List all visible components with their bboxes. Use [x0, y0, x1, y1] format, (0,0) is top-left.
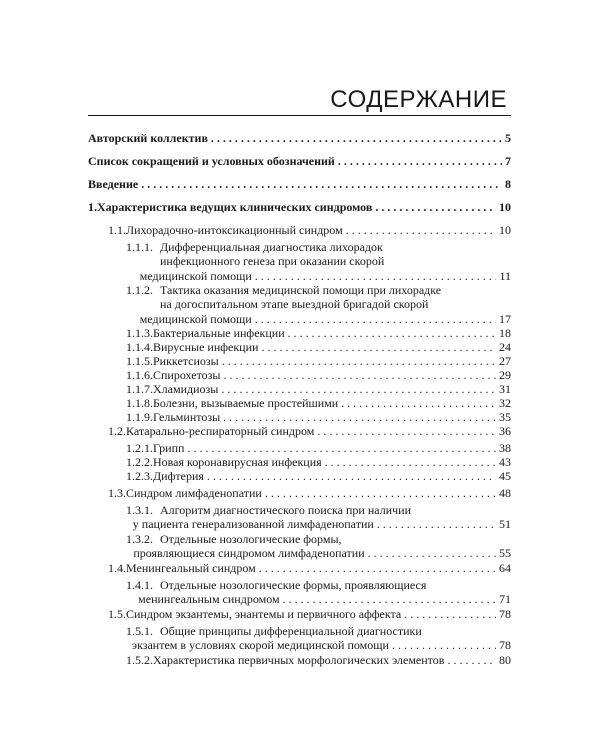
toc-leader-dots	[325, 455, 496, 469]
toc-entry-number: 1.1.	[108, 223, 126, 237]
toc-page-number: 8	[505, 177, 511, 191]
toc-entry-number: 1.1.7.	[126, 382, 153, 396]
toc-entry[interactable]	[108, 561, 511, 575]
toc-entry-title: Хламидиозы	[153, 382, 219, 396]
toc-entry-number: 1.1.3.	[126, 326, 153, 340]
toc-page-number: 11	[499, 268, 511, 283]
title-rule	[88, 115, 511, 116]
toc-entry[interactable]	[126, 503, 511, 532]
toc-entry-title: инфекционного генеза при оказании скорой	[160, 254, 385, 269]
toc-entry-title: Список сокращений и условных обозначений	[88, 154, 335, 168]
toc-leader-dots	[265, 486, 496, 500]
page-title: СОДЕРЖАНИЕ	[330, 86, 507, 113]
toc-entry-number: 1.1.4.	[126, 340, 153, 354]
toc-entry-number: 1.4.1.	[126, 578, 153, 592]
toc-leader-dots	[288, 326, 496, 340]
toc-entry-title: Дифференциальная диагностика лихорадок	[160, 240, 383, 254]
toc-entry-title: Катарально-респираторный синдром	[126, 424, 315, 438]
toc-page-number: 51	[499, 517, 511, 532]
toc-entry[interactable]	[126, 578, 511, 607]
toc-entry-number: 1.1.5.	[126, 354, 153, 368]
toc-entry[interactable]	[126, 326, 511, 340]
toc-leader-dots	[255, 269, 497, 283]
toc-page-number: 71	[499, 592, 511, 607]
toc-entry-title: экзантем в условиях скорой медицинской помощи	[131, 638, 389, 653]
toc-page-number: 78	[499, 607, 511, 621]
toc-leader-dots	[392, 638, 496, 652]
toc-entry-title: Спирохетозы	[153, 368, 221, 382]
toc-leader-dots	[368, 546, 496, 560]
toc-entry-title: Общие принципы дифференциальной диагностики	[160, 624, 422, 638]
toc-entry-title: Болезни, вызываемые простейшими	[153, 396, 339, 410]
toc-leader-dots	[447, 653, 496, 667]
toc-leader-dots	[222, 354, 496, 368]
toc-entry-number: 1.3.2.	[126, 532, 153, 546]
toc-entry[interactable]	[126, 382, 511, 396]
toc-entry-number: 1.	[88, 200, 97, 214]
toc-leader-dots	[223, 368, 496, 382]
toc-entry-number: 1.5.1.	[126, 624, 153, 638]
toc-page-number: 31	[499, 382, 511, 396]
toc-leader-dots	[221, 382, 496, 396]
toc-page-number: 7	[505, 154, 511, 168]
toc-entry[interactable]	[126, 469, 511, 483]
toc-leader-dots	[338, 154, 502, 168]
toc-leader-dots	[261, 340, 496, 354]
toc-entry[interactable]	[126, 240, 511, 283]
toc-entry-number: 1.1.2.	[126, 283, 153, 297]
toc-entry[interactable]	[108, 486, 511, 500]
toc-leader-dots	[211, 131, 502, 145]
toc-entry-title: Грипп	[153, 441, 185, 455]
toc-entry[interactable]	[126, 410, 511, 424]
toc-page-number: 36	[499, 424, 511, 438]
toc-leader-dots	[377, 517, 496, 531]
toc-entry-title: Алгоритм диагностического поиска при наличии	[160, 503, 411, 517]
toc-entry-title: Характеристика ведущих клинических синдромов	[97, 200, 373, 214]
toc-entry-title: Авторский коллектив	[88, 131, 208, 145]
toc-entry-number: 1.4.	[108, 561, 126, 575]
toc-entry-number: 1.5.	[108, 607, 126, 621]
toc-entry-number: 1.3.	[108, 486, 126, 500]
toc-entry[interactable]	[108, 223, 511, 237]
toc-entry-title: на догоспитальном этапе выездной бригадой скорой	[160, 297, 429, 312]
toc-entry[interactable]	[126, 441, 511, 455]
toc-leader-dots	[404, 607, 496, 621]
toc-entry[interactable]	[88, 200, 511, 214]
toc-entry-title: Менингеальный синдром	[126, 561, 256, 575]
toc-entry[interactable]	[108, 607, 511, 621]
toc-entry-title: Характеристика первичных морфологических элементов	[153, 653, 445, 667]
toc-page-number: 10	[499, 200, 511, 214]
toc-page-number: 5	[505, 131, 511, 145]
toc-page-number: 27	[499, 354, 511, 368]
toc-entry-title: Вирусные инфекции	[153, 340, 259, 354]
toc-leader-dots	[223, 410, 496, 424]
toc-entry-number: 1.1.9.	[126, 410, 153, 424]
toc-entry[interactable]	[126, 283, 511, 326]
toc-page-number: 18	[499, 326, 511, 340]
toc-page-number: 43	[499, 455, 511, 469]
toc-page-number: 45	[499, 469, 511, 483]
toc-entry-title: Отдельные нозологические формы,	[160, 532, 342, 546]
toc-page-number: 29	[499, 368, 511, 382]
toc-page-number: 38	[499, 441, 511, 455]
toc-entry-number: 1.3.1.	[126, 503, 153, 517]
toc-leader-dots	[187, 441, 496, 455]
toc-leader-dots	[259, 561, 496, 575]
toc-entry-title: менингеальным синдромом	[138, 592, 280, 607]
toc-leader-dots	[375, 200, 496, 214]
toc-entry-title: Риккетсиозы	[153, 354, 219, 368]
toc-entry-title: Синдром экзантемы, энантемы и первичного аффекта	[126, 607, 402, 621]
toc-entry-number: 1.1.8.	[126, 396, 153, 410]
toc-entry-title: Бактериальные инфекции	[153, 326, 285, 340]
toc-entry-title: медицинской помощи	[139, 311, 252, 326]
toc-entry[interactable]	[88, 177, 511, 191]
toc-entry[interactable]	[126, 368, 511, 382]
toc-entry[interactable]	[108, 424, 511, 438]
toc-page-number: 55	[499, 546, 511, 561]
toc-entry-title: проявляющиеся синдромом лимфаденопатии	[133, 546, 365, 561]
toc-entry-title: у пациента генерализованной лимфаденопатии	[132, 517, 374, 532]
toc-entry-title: Гельминтозы	[153, 410, 221, 424]
toc-entry-title: медицинской помощи	[139, 268, 252, 283]
toc-entry[interactable]	[126, 532, 511, 561]
toc-leader-dots	[255, 312, 496, 326]
toc-page-number: 10	[499, 223, 511, 237]
toc-leader-dots	[317, 424, 496, 438]
toc-entry[interactable]	[88, 131, 511, 145]
toc-entry-number: 1.1.6.	[126, 368, 153, 382]
toc-entry[interactable]	[126, 396, 511, 410]
toc-entry-title: Дифтерия	[153, 469, 204, 483]
toc-page-number: 78	[499, 638, 511, 653]
toc-leader-dots	[141, 177, 502, 191]
toc-leader-dots	[207, 469, 496, 483]
toc-entry[interactable]	[88, 154, 511, 168]
toc-entry-number: 1.2.	[108, 424, 126, 438]
toc-entry-title: Лихорадочно-интоксикационный синдром	[126, 223, 343, 237]
toc-entry-title: Введение	[88, 177, 139, 191]
toc-entry-title: Новая коронавирусная инфекция	[153, 455, 322, 469]
toc-page-number: 64	[499, 561, 511, 575]
toc-page-number: 24	[499, 340, 511, 354]
toc-entry-title: Отдельные нозологические формы, проявляющиеся	[160, 578, 427, 592]
toc-entry[interactable]	[126, 340, 511, 354]
toc-page-number: 17	[499, 311, 511, 326]
toc-leader-dots	[341, 396, 496, 410]
toc-page-number: 35	[499, 410, 511, 424]
toc-page-number: 48	[499, 486, 511, 500]
toc-entry-title: Тактика оказания медицинской помощи при лихорадке	[160, 283, 442, 297]
toc-entry-number: 1.1.1.	[126, 240, 153, 254]
toc-entry[interactable]	[126, 455, 511, 469]
toc-entry-number: 1.2.1.	[126, 441, 153, 455]
toc-leader-dots	[283, 592, 496, 606]
toc-entry-number: 1.2.3.	[126, 469, 153, 483]
toc-entry-number: 1.2.2.	[126, 455, 153, 469]
toc-leader-dots	[346, 223, 496, 237]
toc-page-number: 32	[499, 396, 511, 410]
toc-page-number: 80	[499, 653, 511, 667]
toc-entry[interactable]	[126, 624, 511, 653]
toc-entry[interactable]	[126, 354, 511, 368]
toc-entry-number: 1.5.2.	[126, 653, 153, 667]
toc-entry[interactable]	[126, 653, 511, 667]
toc-entry-title: Синдром лимфаденопатии	[126, 486, 262, 500]
